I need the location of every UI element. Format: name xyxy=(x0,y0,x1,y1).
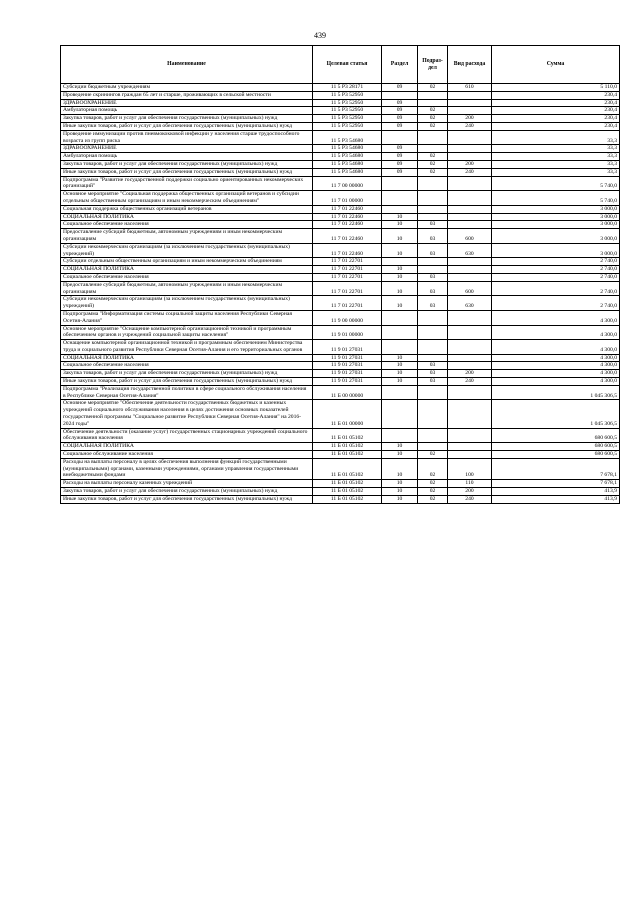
cell-expense-type xyxy=(448,340,492,355)
table-row xyxy=(61,362,620,370)
cell-amount: 2 740,0 xyxy=(492,281,620,296)
cell-code: 11 5 Р3 52950 xyxy=(313,122,382,130)
cell-section: 10 xyxy=(382,495,418,503)
cell-name: Иные закупки товаров, работ и услуг для обеспечения государственных (муниципальных) нужд xyxy=(61,378,313,386)
budget-table xyxy=(60,45,620,504)
cell-subsection: 03 xyxy=(418,221,448,229)
cell-subsection: 02 xyxy=(418,160,448,168)
header-subsection: Подраз-дел xyxy=(418,46,448,84)
cell-expense-type xyxy=(448,221,492,229)
cell-expense-type: 200 xyxy=(448,115,492,123)
cell-expense-type: 630 xyxy=(448,243,492,258)
table-row xyxy=(61,99,620,107)
cell-code: 11 5 Р3 52950 xyxy=(313,91,382,99)
header-name: Наименование xyxy=(61,46,313,84)
cell-expense-type xyxy=(448,107,492,115)
cell-amount: 4 300,0 xyxy=(492,370,620,378)
cell-expense-type: 610 xyxy=(448,84,492,92)
cell-amount: 1 045 306,5 xyxy=(492,400,620,428)
table-row xyxy=(61,325,620,340)
cell-amount: 33,3 xyxy=(492,153,620,161)
cell-name: Иные закупки товаров, работ и услуг для обеспечения государственных (муниципальных) нужд xyxy=(61,122,313,130)
cell-subsection: 02 xyxy=(418,495,448,503)
table-row xyxy=(61,176,620,191)
cell-code: 11 5 Р3 54680 xyxy=(313,160,382,168)
cell-name: Закупка товаров, работ и услуг для обеспечения государственных (муниципальных) нужд xyxy=(61,488,313,496)
cell-section xyxy=(382,310,418,325)
cell-subsection: 03 xyxy=(418,243,448,258)
cell-name: Субсидии бюджетным учреждениям xyxy=(61,84,313,92)
cell-section: 10 xyxy=(382,480,418,488)
cell-amount: 2 740,0 xyxy=(492,273,620,281)
cell-subsection: 03 xyxy=(418,229,448,244)
cell-amount: 7 678,1 xyxy=(492,480,620,488)
cell-name: Подпрограмма "Реализация государственной политики в сфере социального обслуживания населения в Республике Северная Осетия-Алания" xyxy=(61,385,313,400)
cell-expense-type xyxy=(448,130,492,145)
cell-name: Обеспечение деятельности (оказание услуг) государственных стационарных учреждений социального обслуживания населения xyxy=(61,428,313,443)
cell-name: Субсидии отдельным общественным организациям и иным некоммерческим объединениям xyxy=(61,258,313,266)
cell-name: Предоставление субсидий бюджетным, автономным учреждениям и иным некоммерческим организациям xyxy=(61,281,313,296)
table-row xyxy=(61,443,620,451)
cell-amount: 4 300,0 xyxy=(492,362,620,370)
cell-code: 11 Б 01 05102 xyxy=(313,428,382,443)
cell-subsection: 02 xyxy=(418,168,448,176)
cell-amount: 3 000,0 xyxy=(492,243,620,258)
cell-amount: 4 300,0 xyxy=(492,325,620,340)
cell-amount: 413,9 xyxy=(492,495,620,503)
cell-expense-type xyxy=(448,266,492,274)
cell-section xyxy=(382,428,418,443)
cell-section: 10 xyxy=(382,229,418,244)
table-row xyxy=(61,385,620,400)
cell-subsection xyxy=(418,354,448,362)
cell-code: 11 7 01 22460 xyxy=(313,221,382,229)
cell-amount: 5 740,0 xyxy=(492,191,620,206)
cell-code: 11 9 01 00000 xyxy=(313,325,382,340)
cell-section: 09 xyxy=(382,122,418,130)
cell-code: 11 5 Р3 54680 xyxy=(313,153,382,161)
cell-amount: 230,4 xyxy=(492,122,620,130)
cell-code: 11 9 00 00000 xyxy=(313,310,382,325)
cell-name: Социальное обслуживание населения xyxy=(61,451,313,459)
cell-code: 11 Б 01 05102 xyxy=(313,495,382,503)
cell-subsection: 02 xyxy=(418,122,448,130)
cell-amount: 3 000,0 xyxy=(492,221,620,229)
cell-subsection xyxy=(418,205,448,213)
cell-subsection: 03 xyxy=(418,370,448,378)
cell-subsection xyxy=(418,91,448,99)
cell-amount: 230,4 xyxy=(492,107,620,115)
cell-section: 09 xyxy=(382,115,418,123)
table-row xyxy=(61,495,620,503)
table-row xyxy=(61,168,620,176)
cell-subsection xyxy=(418,213,448,221)
cell-section: 10 xyxy=(382,488,418,496)
cell-name: Оснащение компьютерной организационной техникой и программным обеспечением Министерства труда и социального развития Республики Северная Осетия-Алания и его территориальных органов xyxy=(61,340,313,355)
cell-expense-type xyxy=(448,176,492,191)
table-row xyxy=(61,354,620,362)
table-row xyxy=(61,488,620,496)
cell-code: 11 Б 01 05102 xyxy=(313,443,382,451)
cell-section: 10 xyxy=(382,221,418,229)
cell-expense-type xyxy=(448,451,492,459)
cell-section: 10 xyxy=(382,213,418,221)
cell-amount: 2 740,0 xyxy=(492,258,620,266)
table-row xyxy=(61,451,620,459)
cell-amount: 3 000,0 xyxy=(492,205,620,213)
cell-code: 11 7 01 22701 xyxy=(313,258,382,266)
cell-subsection xyxy=(418,266,448,274)
cell-code: 11 7 00 00000 xyxy=(313,176,382,191)
cell-name: Расходы на выплаты персоналу казенных учреждений xyxy=(61,480,313,488)
table-row xyxy=(61,458,620,479)
table-row xyxy=(61,191,620,206)
cell-expense-type xyxy=(448,428,492,443)
cell-expense-type: 240 xyxy=(448,122,492,130)
cell-amount: 7 678,1 xyxy=(492,458,620,479)
table-row xyxy=(61,221,620,229)
table-row xyxy=(61,91,620,99)
cell-subsection: 03 xyxy=(418,296,448,311)
cell-amount: 3 000,0 xyxy=(492,229,620,244)
cell-section: 09 xyxy=(382,153,418,161)
table-body xyxy=(61,84,620,504)
table-row xyxy=(61,400,620,428)
cell-subsection: 02 xyxy=(418,488,448,496)
cell-expense-type xyxy=(448,354,492,362)
cell-name: СОЦИАЛЬНАЯ ПОЛИТИКА xyxy=(61,354,313,362)
cell-expense-type xyxy=(448,385,492,400)
table-row xyxy=(61,213,620,221)
cell-name: Социальное обеспечение населения xyxy=(61,221,313,229)
cell-name: Проведение иммунизации против пневмококковой инфекции у населения старше трудоспособного возраста из групп риска xyxy=(61,130,313,145)
table-row xyxy=(61,340,620,355)
cell-amount: 33,3 xyxy=(492,168,620,176)
cell-code: 11 Б 01 05102 xyxy=(313,480,382,488)
cell-amount: 230,4 xyxy=(492,91,620,99)
cell-subsection: 02 xyxy=(418,84,448,92)
cell-code: 11 Б 01 05102 xyxy=(313,451,382,459)
cell-expense-type: 240 xyxy=(448,495,492,503)
cell-expense-type: 200 xyxy=(448,160,492,168)
cell-section xyxy=(382,176,418,191)
cell-name: Предоставление субсидий бюджетным, автономным учреждениям и иным некоммерческим организациям xyxy=(61,229,313,244)
cell-expense-type: 600 xyxy=(448,281,492,296)
cell-subsection xyxy=(418,443,448,451)
cell-amount: 4 300,0 xyxy=(492,310,620,325)
cell-section: 09 xyxy=(382,145,418,153)
cell-amount: 680 600,5 xyxy=(492,451,620,459)
cell-code: 11 5 Р3 54680 xyxy=(313,168,382,176)
cell-name: Социальная поддержка общественных организаций ветеранов xyxy=(61,205,313,213)
cell-name: Социальное обеспечение населения xyxy=(61,362,313,370)
cell-expense-type xyxy=(448,273,492,281)
cell-code: 11 7 01 22460 xyxy=(313,243,382,258)
cell-amount: 3 000,0 xyxy=(492,213,620,221)
cell-code: 11 7 01 22701 xyxy=(313,281,382,296)
cell-name: Иные закупки товаров, работ и услуг для обеспечения государственных (муниципальных) нужд xyxy=(61,168,313,176)
cell-expense-type xyxy=(448,362,492,370)
cell-subsection xyxy=(418,385,448,400)
cell-expense-type: 600 xyxy=(448,229,492,244)
page-number: 439 xyxy=(314,31,326,40)
cell-section: 09 xyxy=(382,168,418,176)
cell-name: Расходы на выплаты персоналу в целях обеспечения выполнения функций государственными (муниципальными) органами, казенными учреждениями, органами управления государственными внебюджетными фондами xyxy=(61,458,313,479)
cell-section: 10 xyxy=(382,266,418,274)
table-row xyxy=(61,281,620,296)
header-amount: Сумма xyxy=(492,46,620,84)
cell-subsection xyxy=(418,428,448,443)
cell-expense-type: 110 xyxy=(448,480,492,488)
cell-code: 11 Б 00 00000 xyxy=(313,385,382,400)
cell-amount: 230,4 xyxy=(492,99,620,107)
cell-expense-type: 100 xyxy=(448,458,492,479)
cell-code: 11 5 Р3 52950 xyxy=(313,107,382,115)
cell-section: 10 xyxy=(382,243,418,258)
cell-name: Закупка товаров, работ и услуг для обеспечения государственных (муниципальных) нужд xyxy=(61,115,313,123)
cell-amount: 33,3 xyxy=(492,130,620,145)
table-row xyxy=(61,273,620,281)
cell-code: 11 Б 01 05102 xyxy=(313,458,382,479)
cell-code: 11 9 01 27031 xyxy=(313,370,382,378)
cell-section xyxy=(382,258,418,266)
cell-code: 11 Б 01 00000 xyxy=(313,400,382,428)
cell-section: 10 xyxy=(382,458,418,479)
cell-name: Закупка товаров, работ и услуг для обеспечения государственных (муниципальных) нужд xyxy=(61,370,313,378)
cell-code: 11 9 01 27031 xyxy=(313,354,382,362)
cell-code: 11 5 Р3 54680 xyxy=(313,130,382,145)
cell-subsection: 03 xyxy=(418,362,448,370)
cell-section: 09 xyxy=(382,99,418,107)
cell-section: 09 xyxy=(382,107,418,115)
cell-name: Амбулаторная помощь xyxy=(61,153,313,161)
cell-amount: 413,9 xyxy=(492,488,620,496)
cell-section xyxy=(382,91,418,99)
cell-code: 11 7 01 22460 xyxy=(313,213,382,221)
cell-section: 10 xyxy=(382,296,418,311)
cell-amount: 5 740,0 xyxy=(492,176,620,191)
cell-amount: 230,4 xyxy=(492,115,620,123)
cell-section: 10 xyxy=(382,354,418,362)
header-section: Раздел xyxy=(382,46,418,84)
cell-name: Иные закупки товаров, работ и услуг для обеспечения государственных (муниципальных) нужд xyxy=(61,495,313,503)
table-row xyxy=(61,130,620,145)
cell-expense-type xyxy=(448,91,492,99)
cell-name: СОЦИАЛЬНАЯ ПОЛИТИКА xyxy=(61,266,313,274)
table-row xyxy=(61,107,620,115)
cell-section xyxy=(382,400,418,428)
cell-subsection xyxy=(418,258,448,266)
cell-name: Подпрограмма "Информатизация системы социальной защиты населения Республики Северная Осетия-Алания" xyxy=(61,310,313,325)
cell-section xyxy=(382,130,418,145)
cell-subsection xyxy=(418,176,448,191)
cell-expense-type xyxy=(448,145,492,153)
cell-expense-type xyxy=(448,310,492,325)
cell-code: 11 9 01 27031 xyxy=(313,378,382,386)
cell-expense-type: 630 xyxy=(448,296,492,311)
cell-code: 11 7 01 22460 xyxy=(313,229,382,244)
cell-expense-type: 240 xyxy=(448,378,492,386)
cell-amount: 33,3 xyxy=(492,160,620,168)
cell-name: СОЦИАЛЬНАЯ ПОЛИТИКА xyxy=(61,443,313,451)
cell-name: Субсидии некоммерческим организациям (за исключением государственных (муниципальных) учреждений) xyxy=(61,296,313,311)
cell-expense-type: 200 xyxy=(448,488,492,496)
cell-amount: 680 600,5 xyxy=(492,428,620,443)
table-header xyxy=(61,46,620,84)
cell-expense-type: 240 xyxy=(448,168,492,176)
cell-code: 11 9 01 27031 xyxy=(313,340,382,355)
cell-section: 09 xyxy=(382,160,418,168)
cell-expense-type xyxy=(448,400,492,428)
cell-amount: 2 740,0 xyxy=(492,266,620,274)
cell-expense-type xyxy=(448,205,492,213)
table-row xyxy=(61,84,620,92)
header-code: Целевая статья xyxy=(313,46,382,84)
cell-name: СОЦИАЛЬНАЯ ПОЛИТИКА xyxy=(61,213,313,221)
cell-expense-type xyxy=(448,325,492,340)
table-row xyxy=(61,296,620,311)
cell-amount: 4 300,0 xyxy=(492,378,620,386)
cell-name: Основное мероприятие "Оснащение компьютерной организационной техникой и программным обеспечением органов и учреждений социальной защиты населения" xyxy=(61,325,313,340)
cell-amount: 4 300,0 xyxy=(492,340,620,355)
cell-code: 11 7 01 22460 xyxy=(313,205,382,213)
cell-code: 11 7 01 22701 xyxy=(313,273,382,281)
table-row xyxy=(61,153,620,161)
cell-subsection: 03 xyxy=(418,378,448,386)
header-expense-type: Вид расхода xyxy=(448,46,492,84)
table-row xyxy=(61,310,620,325)
cell-code: 11 5 Р3 28171 xyxy=(313,84,382,92)
cell-code: 11 Б 01 05102 xyxy=(313,488,382,496)
cell-expense-type xyxy=(448,213,492,221)
table-row xyxy=(61,205,620,213)
cell-code: 11 7 01 22701 xyxy=(313,266,382,274)
cell-name: Проведение скринингов граждан 65 лет и старше, проживающих в сельской местности xyxy=(61,91,313,99)
cell-name: Основное мероприятие "Обеспечение деятельности государственных бюджетных и казенных учреждений социального обслуживания населения в целях достижения основных показателей государственной программы "Социальное развитие Республики Северная Осетия-Алания" на 2016-2024 годы" xyxy=(61,400,313,428)
cell-subsection xyxy=(418,130,448,145)
cell-section: 09 xyxy=(382,84,418,92)
cell-expense-type xyxy=(448,191,492,206)
cell-code: 11 5 Р3 54680 xyxy=(313,145,382,153)
cell-section xyxy=(382,325,418,340)
cell-section: 10 xyxy=(382,451,418,459)
cell-subsection xyxy=(418,191,448,206)
table-row xyxy=(61,428,620,443)
cell-subsection: 03 xyxy=(418,281,448,296)
cell-subsection xyxy=(418,400,448,428)
cell-expense-type xyxy=(448,99,492,107)
cell-section xyxy=(382,340,418,355)
table-row xyxy=(61,480,620,488)
cell-code: 11 9 01 27031 xyxy=(313,362,382,370)
cell-subsection: 02 xyxy=(418,451,448,459)
cell-code: 11 7 01 00000 xyxy=(313,191,382,206)
table-row xyxy=(61,160,620,168)
cell-name: Закупка товаров, работ и услуг для обеспечения государственных (муниципальных) нужд xyxy=(61,160,313,168)
table-row xyxy=(61,229,620,244)
cell-subsection xyxy=(418,340,448,355)
cell-subsection: 03 xyxy=(418,273,448,281)
cell-subsection: 02 xyxy=(418,480,448,488)
table-row xyxy=(61,258,620,266)
cell-subsection: 02 xyxy=(418,153,448,161)
cell-amount: 680 600,5 xyxy=(492,443,620,451)
cell-name: Субсидии некоммерческим организациям (за исключением государственных (муниципальных) учреждений) xyxy=(61,243,313,258)
cell-amount: 2 740,0 xyxy=(492,296,620,311)
table-row xyxy=(61,122,620,130)
cell-expense-type xyxy=(448,443,492,451)
cell-subsection xyxy=(418,310,448,325)
table-row xyxy=(61,115,620,123)
cell-name: Подпрограмма "Развитие государственной поддержки социально ориентированных некоммерческих организаций" xyxy=(61,176,313,191)
cell-name: ЗДРАВООХРАНЕНИЕ xyxy=(61,99,313,107)
cell-section: 10 xyxy=(382,281,418,296)
table-row xyxy=(61,266,620,274)
table-row xyxy=(61,145,620,153)
cell-subsection: 02 xyxy=(418,458,448,479)
cell-expense-type xyxy=(448,153,492,161)
cell-name: Амбулаторная помощь xyxy=(61,107,313,115)
cell-section: 10 xyxy=(382,362,418,370)
cell-name: ЗДРАВООХРАНЕНИЕ xyxy=(61,145,313,153)
header-row xyxy=(61,46,620,84)
cell-amount: 1 045 306,5 xyxy=(492,385,620,400)
cell-name: Основное мероприятие "Социальная поддержка общественных организаций ветеранов и субсидии отдельным общественным организациям и иным некоммерческим объединениям" xyxy=(61,191,313,206)
cell-expense-type xyxy=(448,258,492,266)
table-row xyxy=(61,243,620,258)
table-row xyxy=(61,378,620,386)
cell-subsection xyxy=(418,145,448,153)
cell-section: 10 xyxy=(382,273,418,281)
cell-expense-type: 200 xyxy=(448,370,492,378)
cell-subsection xyxy=(418,325,448,340)
cell-amount: 33,3 xyxy=(492,145,620,153)
cell-code: 11 5 Р3 52950 xyxy=(313,99,382,107)
cell-section xyxy=(382,191,418,206)
cell-section xyxy=(382,205,418,213)
cell-subsection: 02 xyxy=(418,115,448,123)
cell-section xyxy=(382,385,418,400)
cell-section: 10 xyxy=(382,370,418,378)
cell-subsection: 02 xyxy=(418,107,448,115)
cell-section: 10 xyxy=(382,443,418,451)
cell-code: 11 7 01 22701 xyxy=(313,296,382,311)
cell-section: 10 xyxy=(382,378,418,386)
cell-subsection xyxy=(418,99,448,107)
cell-name: Социальное обеспечение населения xyxy=(61,273,313,281)
cell-amount: 5 110,0 xyxy=(492,84,620,92)
cell-amount: 4 300,0 xyxy=(492,354,620,362)
table-row xyxy=(61,370,620,378)
cell-code: 11 5 Р3 52950 xyxy=(313,115,382,123)
